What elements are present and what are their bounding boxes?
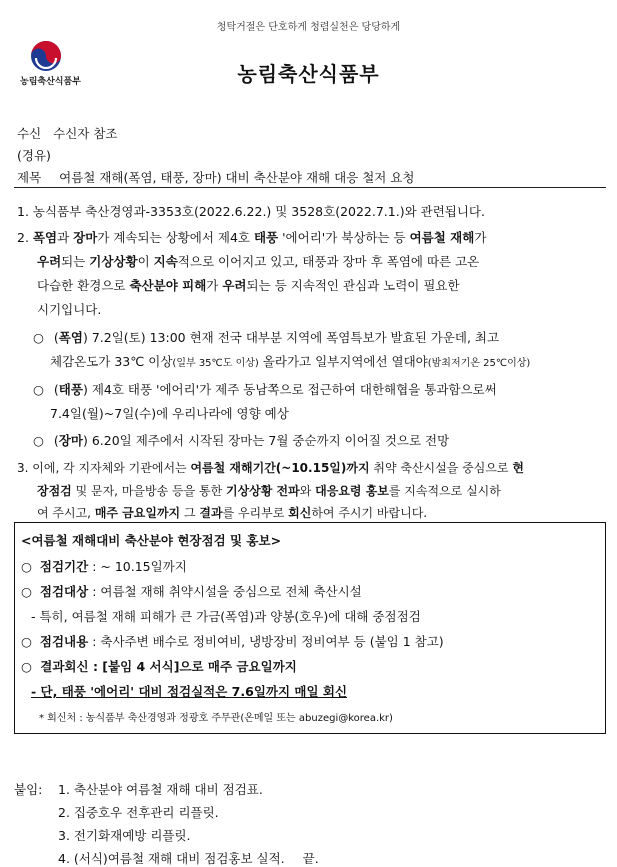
- recipient-value: 수신자 참조: [53, 126, 118, 141]
- recipient-label: 수신: [17, 126, 42, 141]
- item-number: 3.: [17, 461, 29, 475]
- bullet-icon: ○: [21, 634, 32, 649]
- text: 올라가고 일부지역에선 열대야: [258, 354, 428, 369]
- attachment-4-text: 4. (서식)여름철 재해 대비 점검홍보 실적.: [58, 851, 285, 866]
- text: 되는: [61, 254, 90, 269]
- kw-summer-disaster: 여름철 재해: [409, 230, 475, 245]
- kw-site: 현: [512, 461, 524, 475]
- kw-livestock-damage: 축산분야 피해: [129, 278, 207, 293]
- item-2-line-4: 시기입니다.: [37, 302, 102, 317]
- row-value: : 축사주변 배수로 정비여비, 냉방장비 정비여부 등 (붙임 1 참고): [88, 634, 444, 649]
- divider: [14, 187, 606, 188]
- item-3-line-2: [37, 482, 501, 499]
- text: 가 계속되는 상황에서 제4호: [97, 230, 254, 245]
- kw-reply: 회신: [288, 506, 312, 520]
- row-value: : [붙임 4 서식]으로 매주 금요일까지: [88, 659, 297, 674]
- box-row-period: [21, 557, 187, 575]
- sub-typhoon-line-1: [33, 380, 497, 398]
- text: 여 주시고,: [37, 506, 95, 520]
- slogan: 청탁거절은 단호하게 청렴실천은 당당하게: [216, 22, 401, 33]
- text: 취약 축산시설을 중심으로: [369, 461, 513, 475]
- row-label: 점검내용: [39, 634, 89, 649]
- text: 다습한 환경으로: [37, 278, 130, 293]
- attachment-1: 1. 축산분야 여름철 재해 대비 점검표.: [58, 782, 263, 797]
- sub-heat-line-1: [33, 328, 499, 346]
- box-row-target: [21, 582, 362, 600]
- item-number: 2.: [17, 230, 29, 245]
- kw-continuous: 지속: [153, 254, 178, 269]
- kw-typhoon: 태풍: [253, 230, 279, 245]
- text: 체감온도가 33℃ 이상: [50, 354, 173, 369]
- sub-rain-line: [33, 431, 449, 449]
- text: 되는 등 지속적인 관심과 노력이 필요한: [246, 278, 460, 293]
- subject-line: [17, 168, 414, 186]
- kw-weather-spread: 기상상황 전파: [226, 484, 300, 498]
- note: (일부 35℃도 이상): [172, 358, 259, 369]
- text: 를 우리부로: [222, 506, 289, 520]
- item-2-line-2: [37, 252, 479, 270]
- text: ): [82, 330, 88, 345]
- attachment-3: 3. 전기화재예방 리플릿.: [58, 828, 191, 843]
- attachment-4: [58, 849, 319, 867]
- text: ): [82, 382, 88, 397]
- text: 6.20일 제주에서 시작된 장마는 7월 중순까지 이어질 것으로 전망: [87, 433, 450, 448]
- kw-heat: 폭염: [32, 230, 58, 245]
- note: (밤최저기온 25℃이상): [427, 358, 531, 369]
- text: (: [53, 382, 59, 397]
- text: 이: [137, 254, 154, 269]
- subject-label: 제목: [17, 170, 42, 185]
- subject-value: 여름철 재해(폭염, 태풍, 장마) 대비 축산분야 재해 대응 철저 요청: [59, 170, 415, 185]
- text: '에어리'가 북상하는 등: [278, 230, 410, 245]
- kw-weather: 기상상황: [89, 254, 138, 269]
- bullet-icon: ○: [33, 330, 44, 345]
- attach-label: 붙임:: [14, 782, 43, 797]
- text: 이에, 각 지자체와 기관에서는: [32, 461, 191, 475]
- box-row-content: [21, 632, 444, 650]
- row-label: 점검대상: [39, 584, 89, 599]
- bullet-icon: ○: [21, 584, 32, 599]
- kw-result: 결과: [199, 506, 223, 520]
- sub-typhoon-line-2: 7.4일(월)~7일(수)에 우리나라에 영향 예상: [50, 406, 289, 421]
- via-line: (경유): [17, 148, 51, 163]
- bullet-icon: ○: [33, 433, 44, 448]
- kw-weekly: 매주 금요일까지: [94, 506, 181, 520]
- text: ): [82, 433, 88, 448]
- row-label: 결과회신: [40, 659, 89, 674]
- inspection-box: [14, 522, 606, 734]
- box-row-typhoon-note: - 단, 태풍 '에어리' 대비 점검실적은 7.6일까지 매일 회신: [31, 684, 348, 699]
- bullet-icon: ○: [21, 659, 32, 674]
- box-row-reply: [21, 657, 297, 675]
- item-1: 1. 농식품부 축산경영과-3353호(2022.6.22.) 및 3528호(2022.7.1.)와 관련됩니다.: [17, 204, 485, 219]
- text: 제4호 태풍 '에어리'가 제주 동남쪽으로 접근하여 대한해협을 통과함으로써: [87, 382, 497, 397]
- box-row-focus: - 특히, 여름철 재해 피해가 큰 가금(폭염)과 양봉(호우)에 대해 중점점검: [31, 609, 421, 624]
- text: 그: [180, 506, 200, 520]
- kw-guide-promo: 대응요령 홍보: [315, 484, 389, 498]
- text: 를 지속적으로 실시하: [388, 484, 501, 498]
- ministry-title: 농림축산식품부: [237, 62, 380, 86]
- text: 및 문자, 마을방송 등을 통한: [71, 484, 226, 498]
- text: 적으로 이어지고 있고, 태풍과 장마 후 폭염에 따른 고온: [177, 254, 480, 269]
- bullet-icon: ○: [33, 382, 44, 397]
- row-label: 점검기간: [39, 559, 89, 574]
- text: 과: [57, 230, 74, 245]
- row-value: : 여름철 재해 취약시설을 중심으로 전체 축산시설: [88, 584, 362, 599]
- kw-concern: 우려: [37, 254, 62, 269]
- tag-heat: 폭염: [58, 330, 83, 345]
- recipient-line: [17, 124, 118, 142]
- item-3-line-1: [17, 459, 524, 476]
- bullet-icon: ○: [21, 559, 32, 574]
- text: 가: [474, 230, 487, 245]
- end-mark: 끝.: [302, 851, 319, 866]
- attachment-2: 2. 집중호우 전후관리 리플릿.: [58, 805, 219, 820]
- kw-concern: 우려: [222, 278, 247, 293]
- kw-rain: 장마: [73, 230, 98, 245]
- item-2-line-1: [17, 228, 486, 246]
- box-title: <여름철 재해대비 축산분야 현장점검 및 홍보>: [21, 533, 282, 548]
- text: 와: [299, 484, 316, 498]
- kw-site-inspection: 장점검: [37, 484, 72, 498]
- text: 7.2일(토) 13:00 현재 전국 대부분 지역에 폭염특보가 발효된 가운데, 최고: [87, 330, 500, 345]
- row-value: : ~ 10.15일까지: [88, 559, 187, 574]
- item-3-line-3: [37, 504, 427, 521]
- text: (: [53, 433, 59, 448]
- item-2-line-3: [37, 276, 460, 294]
- text: 하여 주시기 바랍니다.: [311, 506, 428, 520]
- box-contact: * 회신처 : 농식품부 축산경영과 정광호 주무관(온메일 또는 abuzegi@korea.kr): [39, 713, 393, 724]
- tag-rain: 장마: [58, 433, 83, 448]
- text: (: [53, 330, 59, 345]
- tag-typhoon: 태풍: [58, 382, 83, 397]
- kw-period: 여름철 재해기간(~10.15일)까지: [190, 461, 370, 475]
- logo-text: 농림축산식품부: [20, 77, 81, 87]
- sub-heat-line-2: [50, 352, 530, 370]
- text: 가: [206, 278, 223, 293]
